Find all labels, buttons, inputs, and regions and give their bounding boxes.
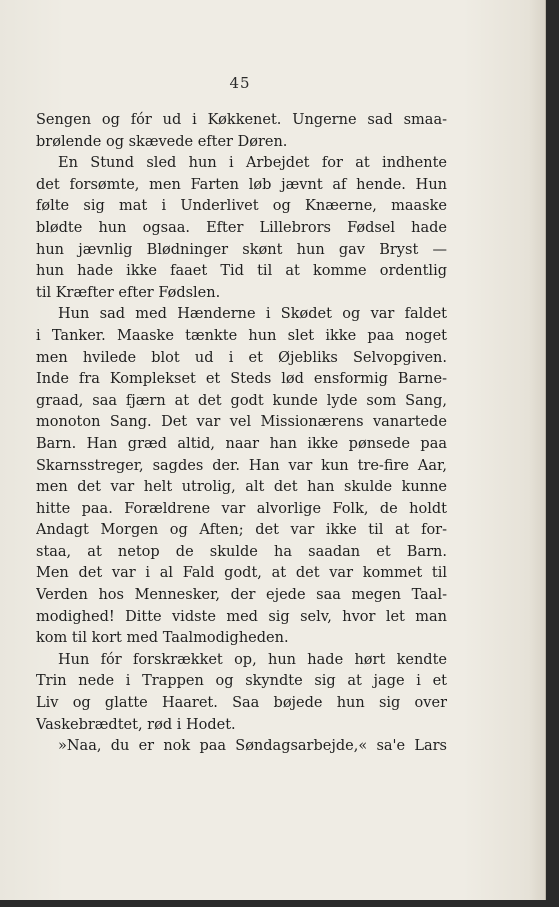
text-line: En Stund sled hun i Arbejdet for at indhente	[58, 155, 447, 172]
text-line: Hun sad med Hænderne i Skødet og var faldet	[58, 306, 447, 323]
text-line: i Tanker. Maaske tænkte hun slet ikke paa noget	[36, 327, 447, 344]
text-line: til Kræfter efter Fødslen.	[36, 284, 221, 301]
text-line: Men det var i al Fald godt, at det var kommet til	[36, 565, 447, 582]
text-line: Verden hos Mennesker, der ejede saa megen Taal-	[36, 587, 447, 604]
text-line: Trin nede i Trappen og skyndte sig at jage i et	[36, 673, 447, 690]
text-line: Hun fór forskrækket op, hun hade hørt kendte	[58, 651, 447, 668]
text-line: det forsømte, men Farten løb jævnt af hende. Hun	[36, 176, 447, 193]
text-line: Liv og glatte Haaret. Saa bøjede hun sig over	[36, 695, 447, 712]
text-line: Vaskebrædtet, rød i Hodet.	[36, 716, 236, 733]
text-line: men det var helt utrolig, alt det han skulde kunne	[36, 479, 447, 496]
text-line: men hvilede blot ud i et Øjebliks Selvopgiven.	[36, 349, 447, 366]
text-line: brølende og skævede efter Døren.	[36, 133, 288, 150]
text-line: graad, saa fjærn at det godt kunde lyde som Sang,	[36, 392, 447, 409]
body-text	[36, 110, 447, 758]
text-line: hun hade ikke faaet Tid til at komme ordentlig	[36, 263, 447, 280]
text-line: Skarnsstreger, sagdes der. Han var kun tre-fire Aar,	[36, 457, 447, 474]
text-line: monoton Sang. Det var vel Missionærens vanartede	[36, 414, 447, 431]
text-line: modighed! Ditte vidste med sig selv, hvor let man	[36, 608, 447, 625]
text-line: Barn. Han græd altid, naar han ikke pønsede paa	[36, 435, 447, 452]
text-line: Andagt Morgen og Aften; det var ikke til at for-	[36, 522, 447, 539]
text-line: hun jævnlig Blødninger skønt hun gav Bryst —	[36, 241, 447, 258]
text-line: kom til kort med Taalmodigheden.	[36, 630, 289, 647]
text-line: »Naa, du er nok paa Søndagsarbejde,« sa'e Lars	[58, 738, 447, 755]
text-line: Sengen og fór ud i Køkkenet. Ungerne sad smaa-	[36, 112, 447, 128]
text-line: blødte hun ogsaa. Efter Lillebrors Fødsel hade	[36, 219, 447, 236]
text-line: følte sig mat i Underlivet og Knæerne, maaske	[36, 198, 447, 215]
text-line: hitte paa. Forældrene var alvorlige Folk, de holdt	[36, 500, 447, 517]
text-line: Inde fra Komplekset et Steds lød ensformig Barne-	[36, 371, 447, 388]
text-line: staa, at netop de skulde ha saadan et Barn.	[36, 543, 447, 560]
page-number: 45	[229, 74, 251, 92]
